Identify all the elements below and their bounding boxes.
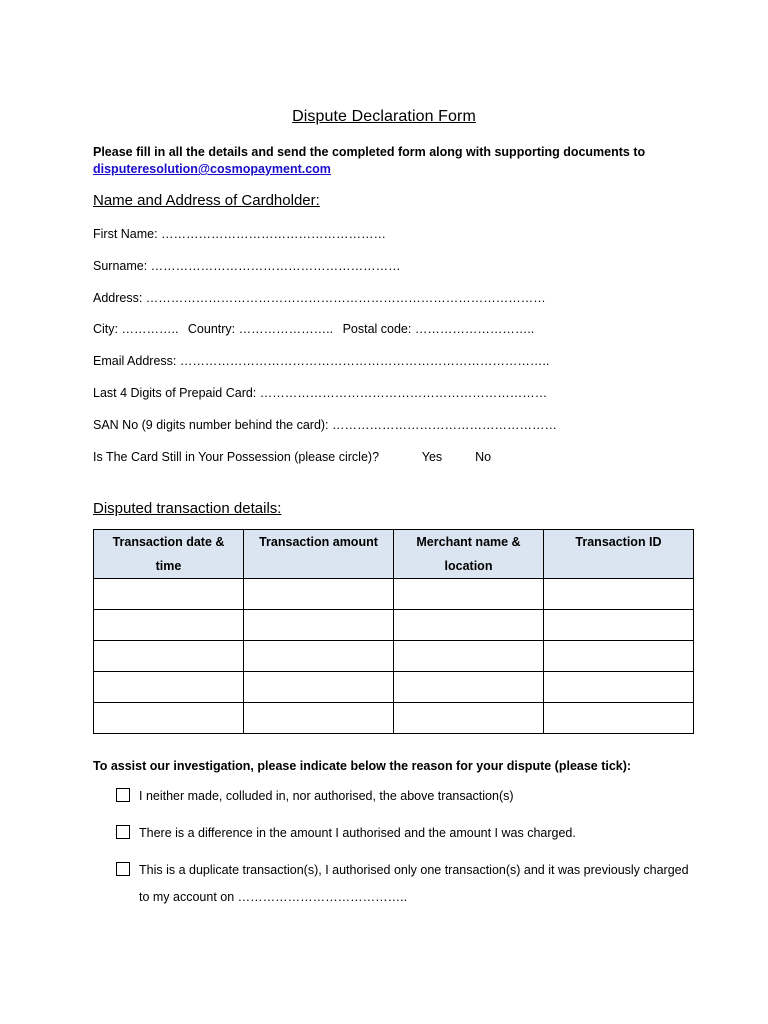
possession-row (93, 450, 491, 464)
table-cell[interactable] (94, 672, 244, 703)
first-name-field[interactable]: First Name: ……………………………………………… (93, 227, 387, 241)
table-cell[interactable] (394, 610, 544, 641)
table-cell[interactable] (544, 579, 694, 610)
table-cell[interactable] (94, 610, 244, 641)
table-row (94, 641, 694, 672)
city-country-postal-row (93, 322, 534, 336)
table-cell[interactable] (544, 610, 694, 641)
reason-intro: To assist our investigation, please indicate below the reason for your dispute (please tick): (93, 759, 632, 773)
transactions-body (94, 579, 694, 734)
table-cell[interactable] (244, 641, 394, 672)
table-cell[interactable] (94, 579, 244, 610)
reason-item (116, 783, 696, 810)
table-cell[interactable] (244, 579, 394, 610)
table-row (94, 672, 694, 703)
table-cell[interactable] (394, 672, 544, 703)
postal-code-field[interactable]: Postal code: ……………………….. (342, 322, 535, 336)
last4-digits-field[interactable]: Last 4 Digits of Prepaid Card: …………………………………………………………… (93, 386, 548, 400)
reason-checkbox[interactable] (116, 862, 130, 876)
table-cell[interactable] (94, 703, 244, 734)
surname-field[interactable]: Surname: …………………………………………………… (93, 259, 401, 273)
country-field[interactable]: Country: ………………….. (187, 322, 334, 336)
intro-paragraph (93, 144, 693, 178)
table-row (94, 610, 694, 641)
table-cell[interactable] (244, 703, 394, 734)
table-row (94, 579, 694, 610)
san-number-field[interactable]: SAN No (9 digits number behind the card): ……………………………………………… (93, 418, 558, 432)
email-address-field[interactable]: Email Address: …………………………………………………………………………….. (93, 354, 550, 368)
table-row (94, 703, 694, 734)
form-title: Dispute Declaration Form (292, 108, 476, 125)
possession-yes-option[interactable]: Yes (421, 450, 443, 464)
possession-no-option[interactable]: No (475, 450, 492, 464)
column-header-amount: Transaction amount (244, 530, 394, 579)
transactions-table (93, 529, 694, 734)
reason-label: This is a duplicate transaction(s), I authorised only one transaction(s) and it was previously charged to my account on ………………………………….. (139, 863, 689, 904)
possession-question: Is The Card Still in Your Possession (please circle)? (93, 450, 380, 464)
table-cell[interactable] (544, 703, 694, 734)
address-field[interactable]: Address: …………………………………………………………………………………… (93, 291, 546, 305)
reason-checkbox[interactable] (116, 788, 130, 802)
email-link[interactable]: disputeresolution@cosmopayment.com (93, 162, 331, 176)
reason-item (116, 857, 696, 911)
reason-label: I neither made, colluded in, nor authorised, the above transaction(s) (139, 789, 514, 803)
table-cell[interactable] (244, 610, 394, 641)
table-cell[interactable] (394, 641, 544, 672)
reason-item (116, 820, 696, 847)
table-cell[interactable] (244, 672, 394, 703)
transactions-header-row (94, 530, 694, 579)
column-header-id: Transaction ID (544, 530, 694, 579)
table-cell[interactable] (94, 641, 244, 672)
table-cell[interactable] (544, 641, 694, 672)
city-field[interactable]: City: ………….. (93, 322, 179, 336)
table-cell[interactable] (544, 672, 694, 703)
column-header-date: Transaction date & time (94, 530, 244, 579)
column-header-merchant: Merchant name & location (394, 530, 544, 579)
reason-label: There is a difference in the amount I authorised and the amount I was charged. (139, 826, 576, 840)
intro-text: Please fill in all the details and send the completed form along with supporting documents to (93, 145, 646, 159)
table-cell[interactable] (394, 579, 544, 610)
table-cell[interactable] (394, 703, 544, 734)
cardholder-heading: Name and Address of Cardholder: (93, 192, 320, 209)
transactions-heading: Disputed transaction details: (93, 500, 282, 517)
reason-checkbox[interactable] (116, 825, 130, 839)
